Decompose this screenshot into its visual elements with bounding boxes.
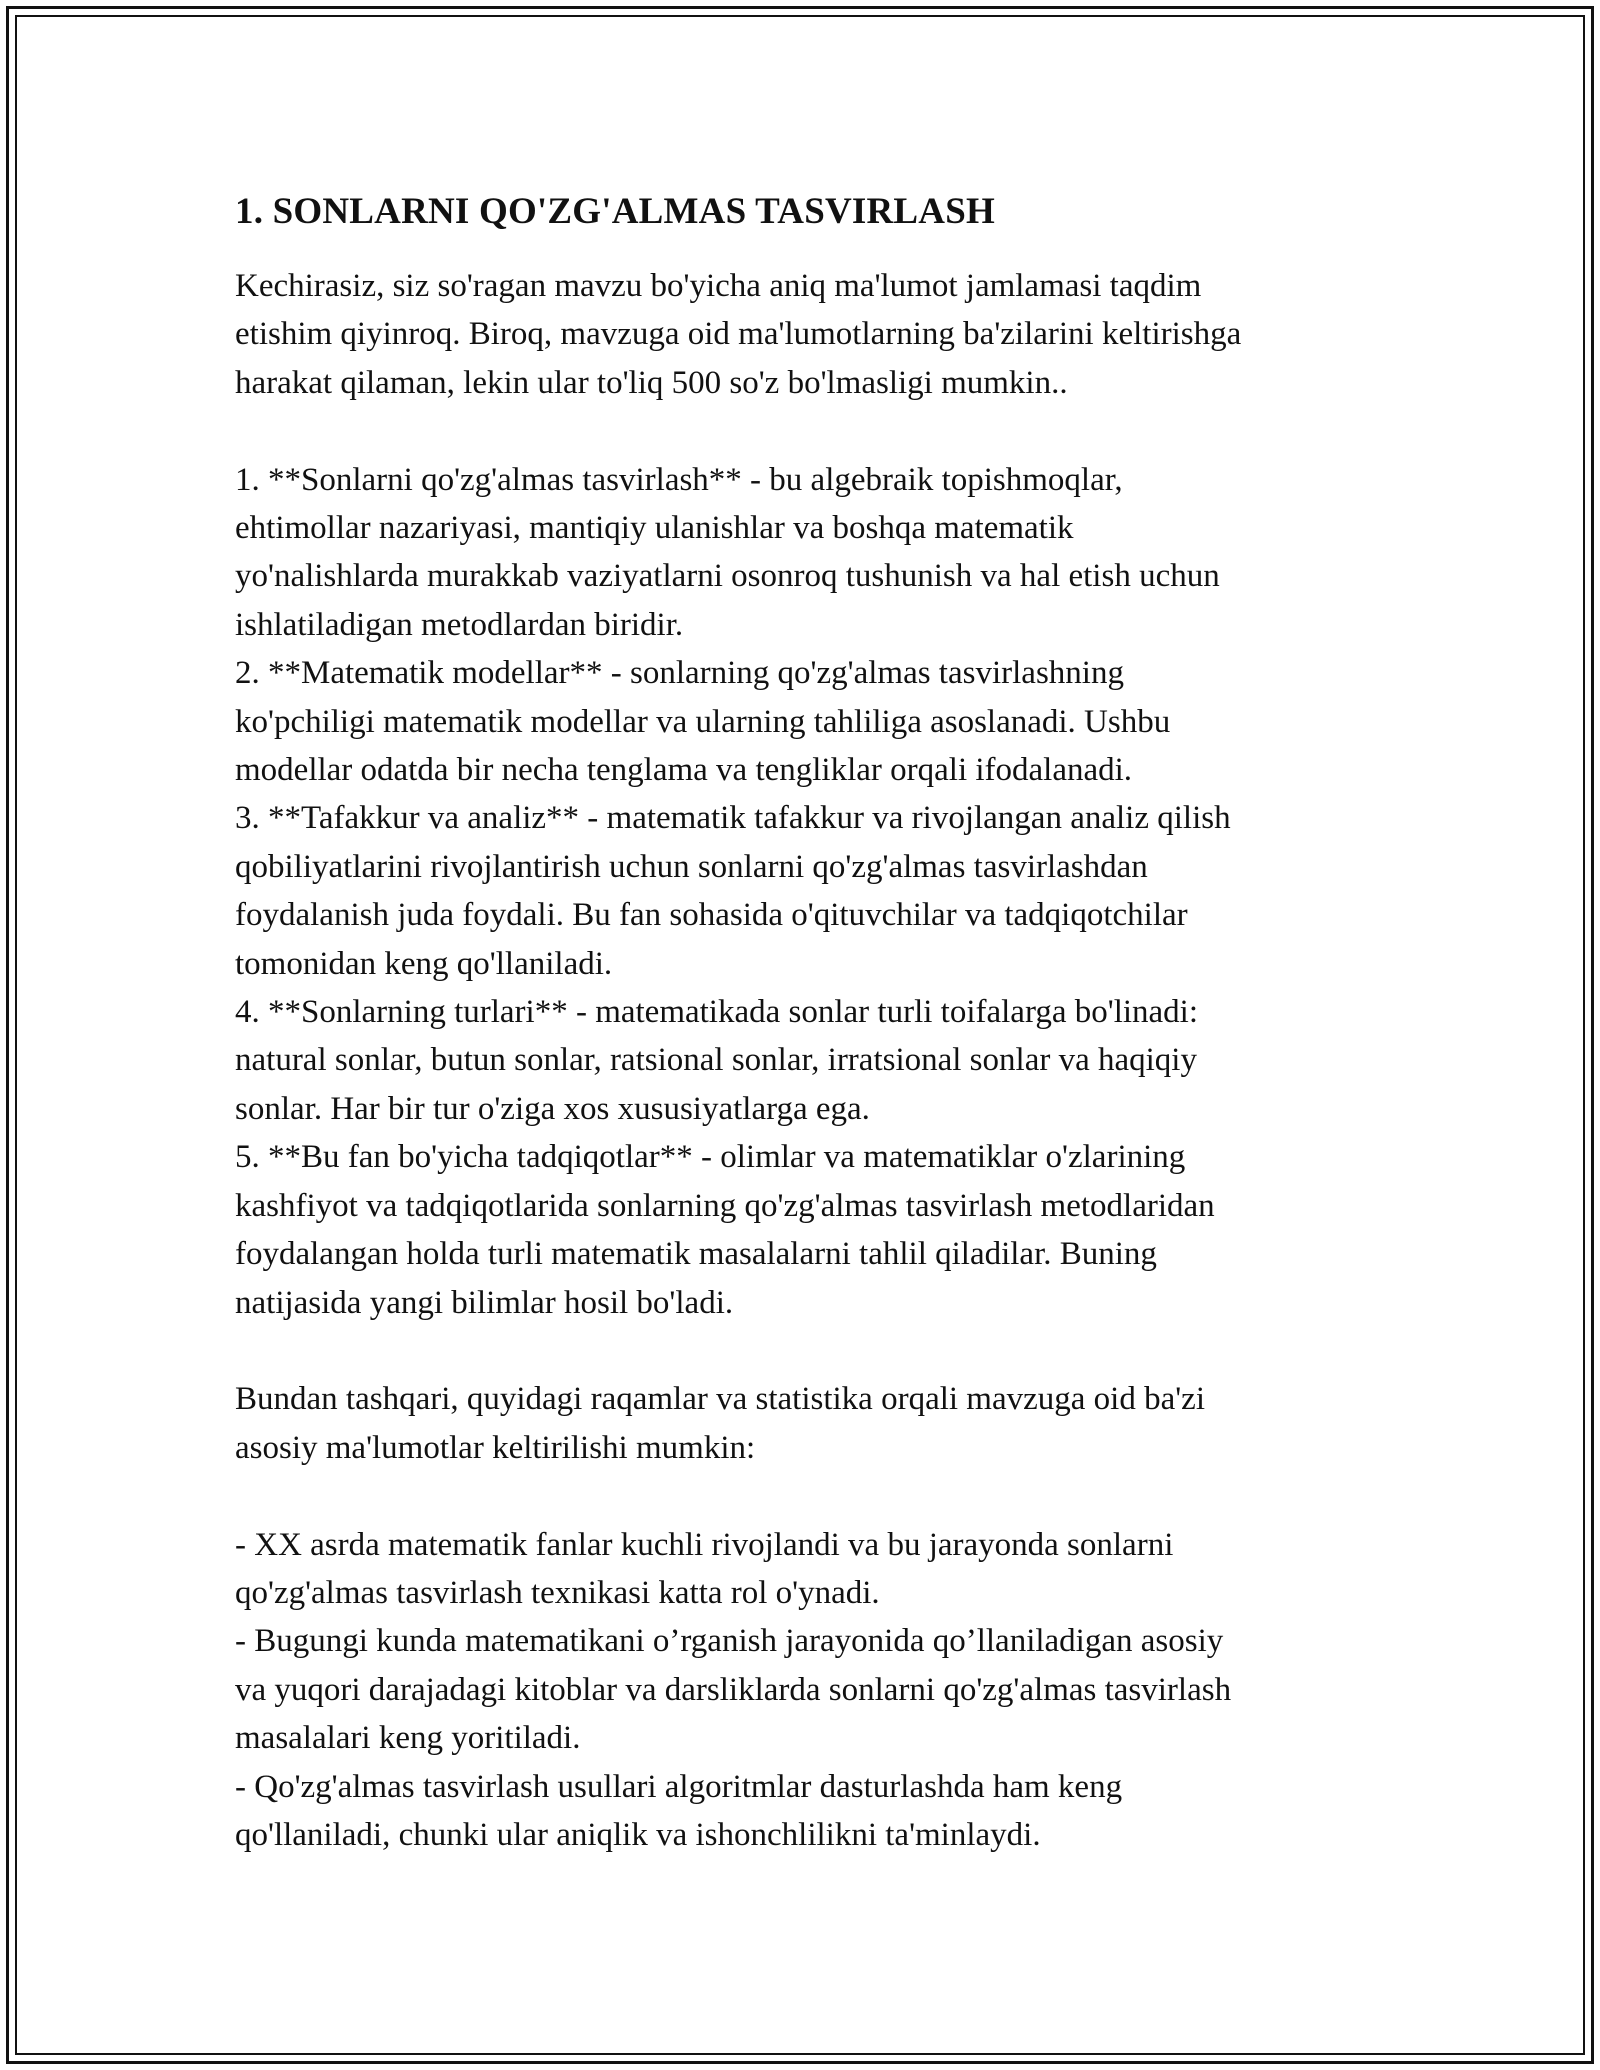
text-line: etishim qiyinroq. Biroq, mavzuga oid ma'lumotlarning ba'zilarini keltirishga (235, 316, 1242, 353)
bullet-list (235, 1521, 1385, 1860)
list-item-line: ehtimollar nazariyasi, mantiqiy ulanishlar va boshqa matematik (235, 510, 1074, 547)
list-item-line: 1. **Sonlarni qo'zg'almas tasvirlash** - bu algebraik topishmoqlar, (235, 461, 1123, 498)
list-item-line: natijasida yangi bilimlar hosil bo'ladi. (235, 1284, 734, 1321)
stats-intro-paragraph (235, 1375, 1385, 1472)
document-body (235, 184, 1385, 1859)
numbered-list (235, 456, 1385, 1327)
list-item-line: yo'nalishlarda murakkab vaziyatlarni osonroq tushunish va hal etish uchun (235, 558, 1220, 595)
list-item-line: qobiliyatlarini rivojlantirish uchun sonlarni qo'zg'almas tasvirlashdan (235, 848, 1148, 885)
list-item-line: modellar odatda bir necha tenglama va tengliklar orqali ifodalanadi. (235, 752, 1133, 789)
list-item-line: 3. **Tafakkur va analiz** - matematik tafakkur va rivojlangan analiz qilish (235, 800, 1231, 837)
text-line: harakat qilaman, lekin ular to'liq 500 so'z bo'lmasligi mumkin.. (235, 364, 1068, 401)
intro-paragraph (235, 262, 1385, 407)
list-item-line: natural sonlar, butun sonlar, ratsional sonlar, irratsional sonlar va haqiqiy (235, 1042, 1197, 1079)
list-item-line: ishlatiladigan metodlardan biridir. (235, 606, 684, 643)
bullet-item-line: - Qo'zg'almas tasvirlash usullari algoritmlar dasturlashda ham keng (235, 1768, 1123, 1805)
list-item-line: 2. **Matematik modellar** - sonlarning qo'zg'almas tasvirlashning (235, 655, 1124, 692)
list-item-line: kashfiyot va tadqiqotlarida sonlarning qo'zg'almas tasvirlash metodlaridan (235, 1187, 1215, 1224)
bullet-item-line: masalalari keng yoritiladi. (235, 1720, 581, 1757)
bullet-item-line: qo'zg'almas tasvirlash texnikasi katta rol o'ynadi. (235, 1574, 880, 1611)
paragraph-spacer (235, 1327, 1385, 1375)
text-line: Kechirasiz, siz so'ragan mavzu bo'yicha aniq ma'lumot jamlamasi taqdim (235, 268, 1202, 304)
text-line: asosiy ma'lumotlar keltirilishi mumkin: (235, 1429, 756, 1466)
list-item-line: 4. **Sonlarning turlari** - matematikada sonlar turli toifalarga bo'linadi: (235, 994, 1199, 1031)
list-item-line: tomonidan keng qo'llaniladi. (235, 945, 613, 982)
bullet-item-line: - Bugungi kunda matematikani o’rganish jarayonida qo’llaniladigan asosiy (235, 1623, 1224, 1660)
list-item-line: sonlar. Har bir tur o'ziga xos xususiyatlarga ega. (235, 1090, 870, 1127)
paragraph-spacer (235, 1472, 1385, 1520)
bullet-item-line: va yuqori darajadagi kitoblar va darsliklarda sonlarni qo'zg'almas tasvirlash (235, 1671, 1232, 1708)
document-title: 1. SONLARNI QO'ZG'ALMAS TASVIRLASH (235, 191, 995, 232)
text-line: Bundan tashqari, quyidagi raqamlar va statistika orqali mavzuga oid ba'zi (235, 1381, 1205, 1418)
bullet-item-line: qo'llaniladi, chunki ular aniqlik va ishonchlilikni ta'minlaydi. (235, 1816, 1041, 1853)
paragraph-spacer (235, 407, 1385, 455)
list-item-line: foydalanish juda foydali. Bu fan sohasida o'qituvchilar va tadqiqotchilar (235, 897, 1188, 934)
list-item-line: 5. **Bu fan bo'yicha tadqiqotlar** - olimlar va matematiklar o'zlarining (235, 1139, 1186, 1176)
bullet-item-line: - XX asrda matematik fanlar kuchli rivojlandi va bu jarayonda sonlarni (235, 1526, 1174, 1563)
list-item-line: ko'pchiligi matematik modellar va ularning tahliliga asoslanadi. Ushbu (235, 703, 1171, 740)
list-item-line: foydalangan holda turli matematik masalalarni tahlil qiladilar. Buning (235, 1236, 1157, 1273)
